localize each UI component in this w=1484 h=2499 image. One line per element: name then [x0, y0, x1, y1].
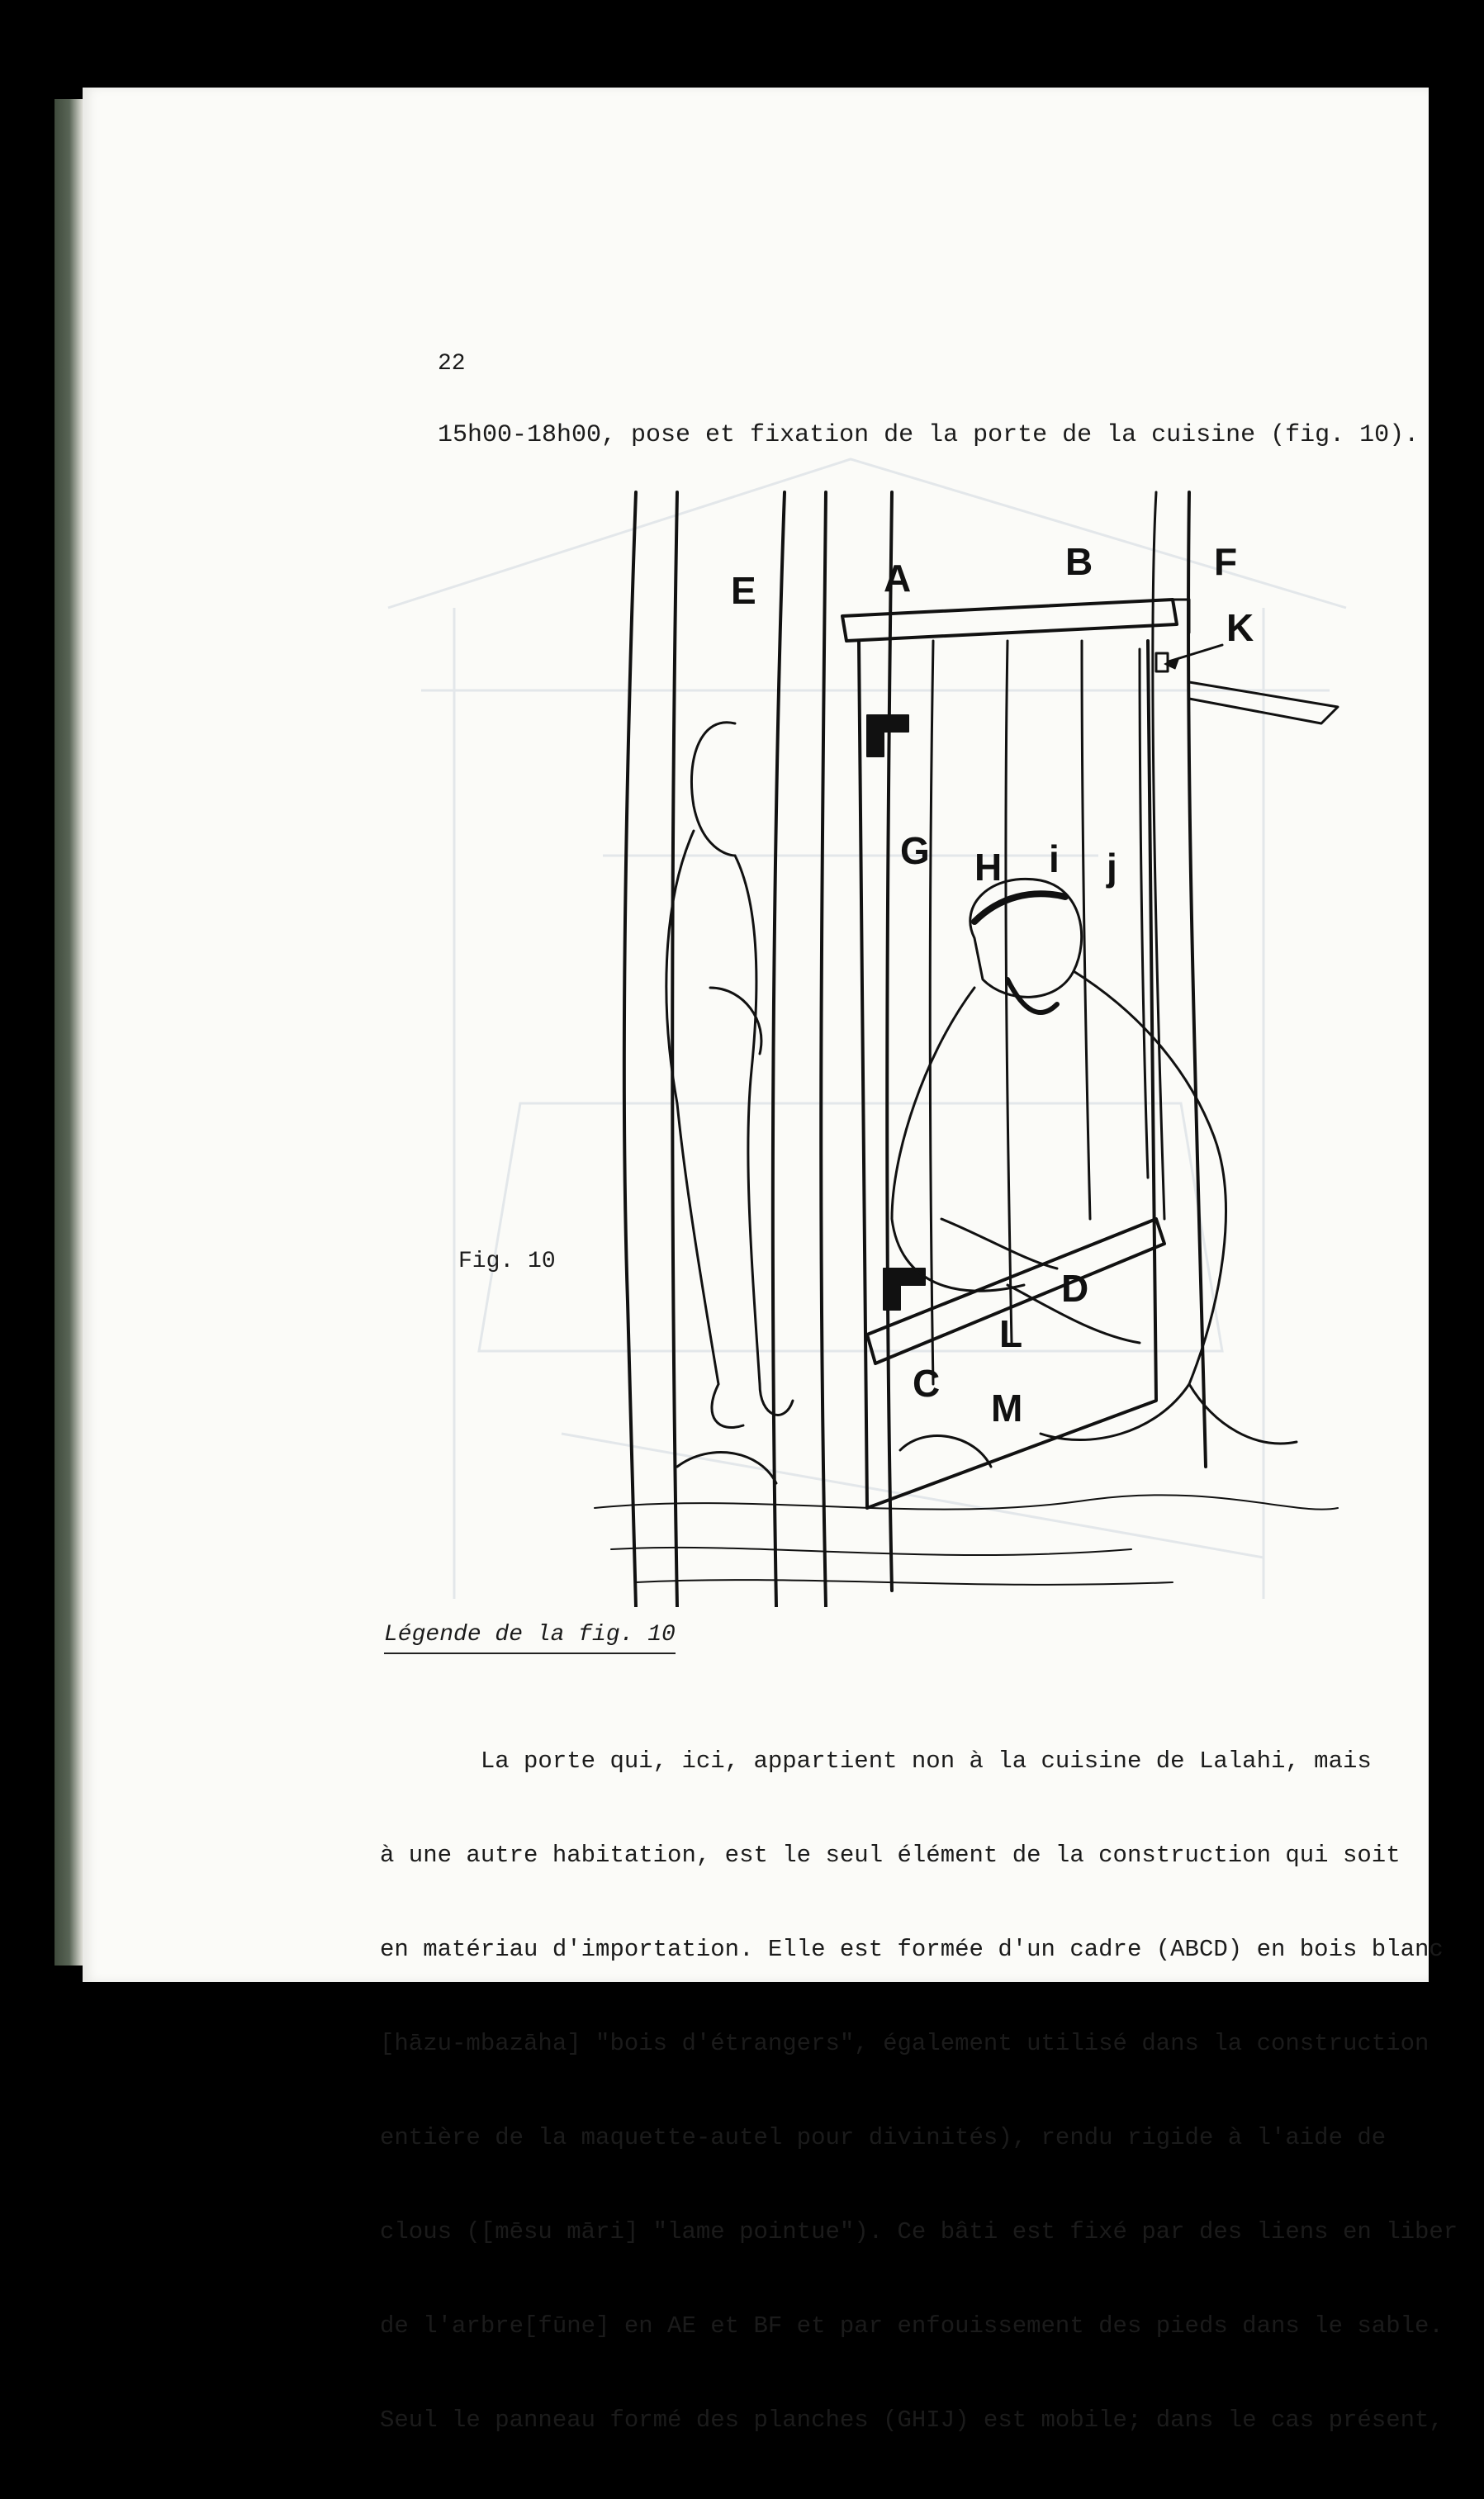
figure-letter-b: B [1065, 540, 1093, 583]
body-line: en matériau d'importation. Elle est formée d'un cadre (ABCD) en bois blanc [380, 1936, 1444, 1963]
figure-letter-e: E [731, 569, 756, 612]
figure-letter-i: i [1049, 837, 1060, 880]
book-page [83, 88, 1458, 2434]
hinge-bottom [884, 1268, 925, 1310]
pole-e-right [672, 492, 677, 1607]
lintel-top [842, 600, 1177, 641]
figure-letter-j: j [1107, 846, 1117, 889]
plank-g [930, 641, 933, 1384]
figure-caption-heading: 15h00-18h00, pose et fixation de la porte de la cuisine (fig. 10). [438, 421, 1420, 449]
child-figure [666, 723, 761, 1384]
figure-label: Fig. 10 [458, 1249, 556, 1274]
figure-letter-f: F [1214, 540, 1238, 583]
plank-h [1006, 641, 1012, 1343]
pole-a-right [821, 492, 826, 1607]
figure-letter-m: M [991, 1387, 1023, 1430]
body-line: clous ([mēsu māri] "lame pointue"). Ce bâti est fixé par des liens en liber [380, 2218, 1458, 2245]
figure-letter-c: C [913, 1362, 941, 1405]
figure-letter-d: D [1061, 1267, 1089, 1310]
pole-right [1188, 492, 1206, 1467]
pole-a-left [773, 492, 785, 1607]
body-line: de l'arbre[fūne] en AE et BF et par enfouissement des pieds dans le sable. [380, 2312, 1444, 2340]
figure-letter-a: A [884, 557, 912, 600]
pole-e-left [624, 492, 636, 1607]
legend-title: Légende de la fig. 10 [384, 1619, 676, 1654]
body-line: à une autre habitation, est le seul élément de la construction qui soit [380, 1842, 1401, 1869]
figure-letter-h: H [974, 846, 1003, 889]
body-line: [hāzu-mbazāha] "bois d'étrangers", également utilisé dans la construction [380, 2030, 1429, 2057]
figure-letter-k: K [1226, 606, 1254, 649]
ground [595, 1495, 1338, 1585]
figure-letter-l: L [999, 1312, 1023, 1355]
pole-ab [887, 492, 892, 1591]
body-line: Seul le panneau formé des planches (GHIJ) est mobile; dans le cas présent, [380, 2407, 1444, 2434]
nail-k [1156, 653, 1168, 671]
figure-10-illustration [512, 476, 1379, 1607]
body-line: La porte qui, ici, appartient non à la cuisine de Lalahi, mais [380, 1747, 1372, 1775]
figure-letter-g: G [900, 829, 930, 872]
legend-body [380, 1683, 1458, 2499]
plank-i [1082, 641, 1090, 1219]
body-line: entière de la maquette-autel pour divinités), rendu rigide à l'aide de [380, 2124, 1387, 2151]
page-number: 22 [438, 351, 466, 377]
man-body [892, 971, 1226, 1440]
